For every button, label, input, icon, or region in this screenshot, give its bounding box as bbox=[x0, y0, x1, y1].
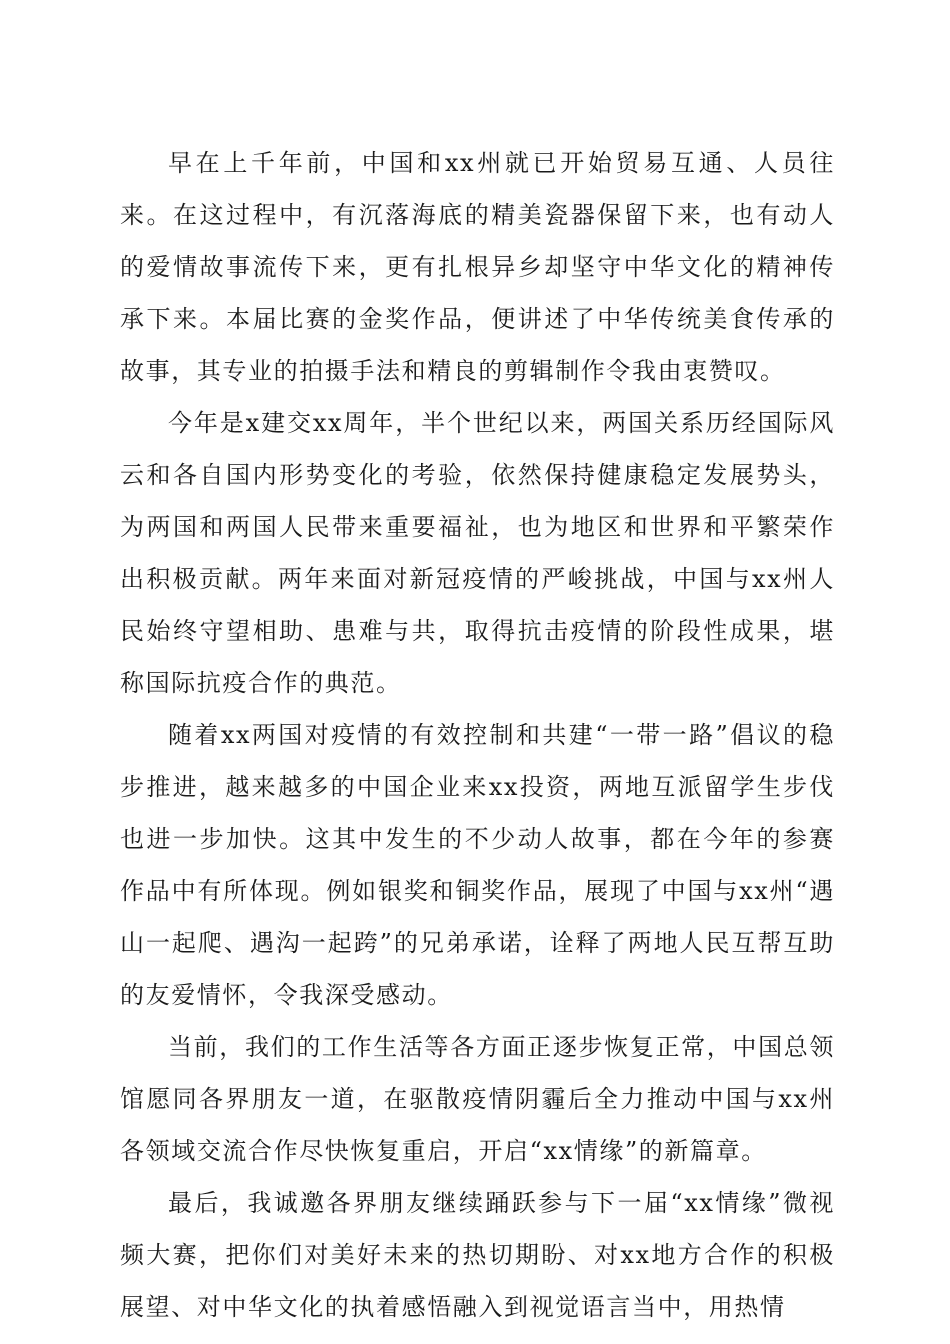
document-body bbox=[120, 137, 835, 1333]
paragraph-1: 早在上千年前，中国和xx州就已开始贸易互通、人员往来。在这过程中，有沉落海底的精美瓷器保留下来，也有动人的爱情故事流传下来，更有扎根异乡却坚守中华文化的精神传承下来。本届比赛的金奖作品，便讲述了中华传统美食传承的故事，其专业的拍摄手法和精良的剪辑制作令我由衷赞叹。 bbox=[120, 149, 835, 385]
paragraph-4: 当前，我们的工作生活等各方面正逐步恢复正常，中国总领馆愿同各界朋友一道，在驱散疫情阴霾后全力推动中国与xx州各领域交流合作尽快恢复重启，开启“xx情缘”的新篇章。 bbox=[120, 1033, 835, 1165]
paragraph-5: 最后，我诚邀各界朋友继续踊跃参与下一届“xx情缘”微视频大赛，把你们对美好未来的热切期盼、对xx地方合作的积极展望、对中华文化的执着感悟融入到视觉语言当中，用热情 bbox=[120, 1189, 835, 1321]
paragraph-2: 今年是x建交xx周年，半个世纪以来，两国关系历经国际风云和各自国内形势变化的考验，依然保持健康稳定发展势头，为两国和两国人民带来重要福祉，也为地区和世界和平繁荣作出积极贡献。两年来面对新冠疫情的严峻挑战，中国与xx州人民始终守望相助、患难与共，取得抗击疫情的阶段性成果，堪称国际抗疫合作的典范。 bbox=[120, 409, 835, 697]
paragraph-3: 随着xx两国对疫情的有效控制和共建“一带一路”倡议的稳步推进，越来越多的中国企业来xx投资，两地互派留学生步伐也进一步加快。这其中发生的不少动人故事，都在今年的参赛作品中有所体现。例如银奖和铜奖作品，展现了中国与xx州“遇山一起爬、遇沟一起跨”的兄弟承诺，诠释了两地人民互帮互助的友爱情怀，令我深受感动。 bbox=[120, 721, 835, 1009]
